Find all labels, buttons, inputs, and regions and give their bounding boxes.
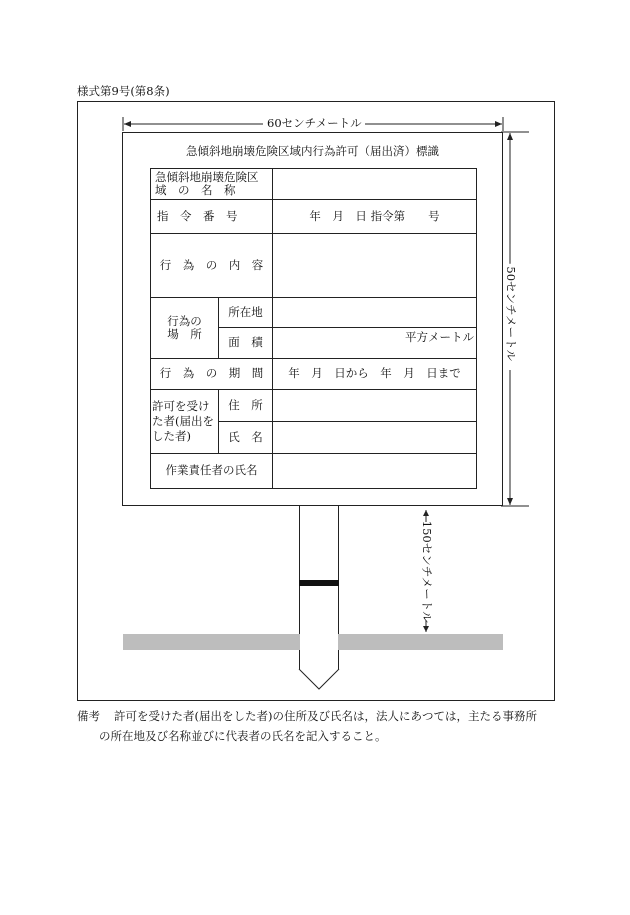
table-row (151, 169, 477, 200)
period-label: 行 為 の 期 間 (151, 359, 273, 390)
notes-line2: の所在地及び名称並びに代表者の氏名を記入すること。 (99, 729, 387, 743)
table-row (151, 359, 477, 390)
table-row (151, 298, 477, 328)
pole-tip (298, 669, 340, 691)
location-value (273, 298, 477, 328)
supervisor-label: 作業責任者の氏名 (151, 454, 273, 489)
table-row (151, 390, 477, 422)
pole-band (299, 580, 339, 586)
place-label: 行為の 場 所 (151, 298, 219, 359)
supervisor-value (273, 454, 477, 489)
designation-label: 指 令 番 号 (151, 200, 273, 234)
table-row (151, 200, 477, 234)
area-label: 面 積 (219, 328, 273, 359)
designation-value: 年 月 日 指令第 号 (273, 200, 477, 234)
sign-title: 急傾斜地崩壊危険区域内行為許可（届出済）標識 (186, 144, 439, 158)
table-row (151, 454, 477, 489)
area-value: 平方メートル (273, 328, 477, 359)
name-label: 氏 名 (219, 422, 273, 454)
content-label: 行 為 の 内 容 (151, 234, 273, 298)
pole-dimension-label: 150センチメートル (419, 520, 434, 623)
width-dimension-label: 60センチメートル (264, 118, 365, 130)
address-value (273, 390, 477, 422)
area-name-value (273, 169, 477, 200)
notes (77, 706, 537, 726)
permit-holder-label: 許可を受け た者(届出を した者) (151, 390, 219, 454)
address-label: 住 所 (219, 390, 273, 422)
table-row (151, 234, 477, 298)
sign-table (150, 168, 477, 489)
notes-line1: 許可を受けた者(届出をした者)の住所及び氏名は，法人にあつては，主たる事務所 (114, 709, 537, 723)
form-number-title: 様式第9号(第8条) (77, 84, 170, 98)
notes-prefix: 備考 (77, 709, 100, 723)
area-name-label: 急傾斜地崩壊危険区 域 の 名 称 (151, 169, 273, 200)
name-value (273, 422, 477, 454)
content-value (273, 234, 477, 298)
period-value: 年 月 日から 年 月 日まで (273, 359, 477, 390)
location-label: 所在地 (219, 298, 273, 328)
pole-ground-gap (300, 634, 338, 650)
height-dimension-label: 50センチメートル (504, 264, 516, 364)
